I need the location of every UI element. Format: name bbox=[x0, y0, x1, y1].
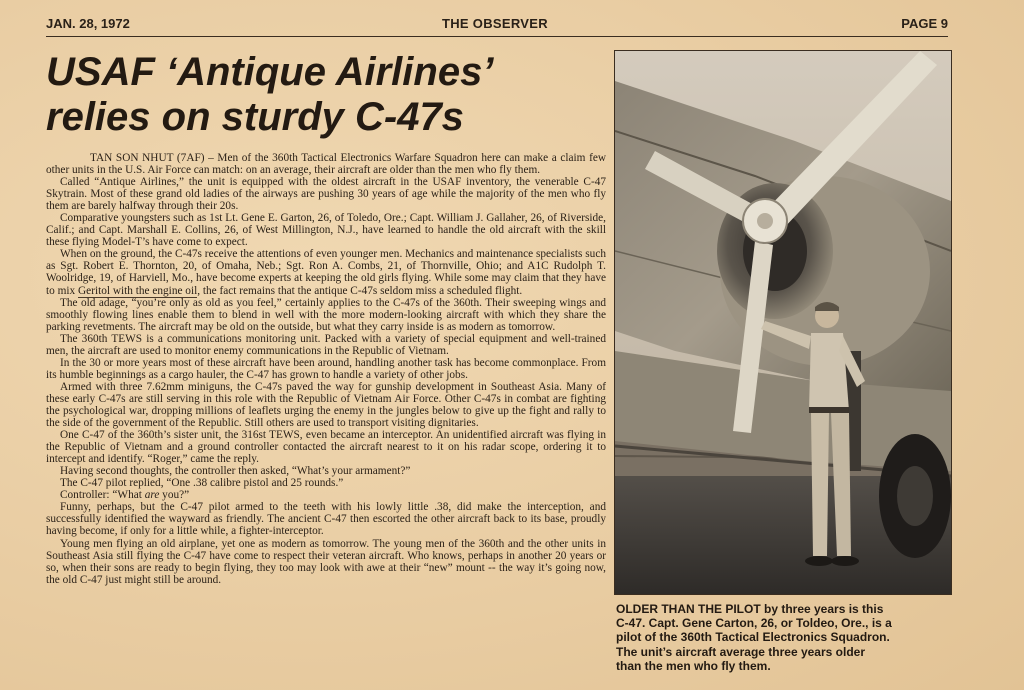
photo-caption: OLDER THAN THE PILOT by three years is this C-47. Capt. Gene Carton, 26, or Toldeo, Ore., is a pilot of the 360th Tactical Electronics Squadron. The unit’s aircraft average three years older than the men who fly them. bbox=[616, 602, 892, 673]
headline-line-2: relies on sturdy C-47s bbox=[46, 95, 464, 139]
paragraph-text: Controller: “What bbox=[60, 489, 145, 502]
paragraph-text: When on the ground, the C-47s receive the attentions of even younger men. Mechanics and maintenance specialists such as Sgt. Robert E. Thornton, 20, of Omaha, Neb.; Sgt. Ron A. Combs, 21, of Thornville, Ohio; and A1C Rudolph T. Woolridge, 19, of Harviell, Mo., have become experts at keeping the old girls flying. While some may claim that they have to mix bbox=[46, 248, 606, 297]
issue-date: JAN. 28, 1972 bbox=[46, 16, 130, 31]
article-paragraph: The 360th TEWS is a communications monitoring unit. Packed with a variety of special equipment and well-trained men, the aircraft are used to monitor enemy communications in the Republic of Vietnam. bbox=[46, 332, 606, 357]
article-paragraph: Armed with three 7.62mm miniguns, the C-47s paved the way for gunship development in Southeast Asia. Many of these early C-47s are still serving in this role with the Republic of Vietnam Air Force. Other C-47s in combat are fighting the psychological war, dropping millions of leaflets urging the enemy in the jungles below to give up the fight and rally to the side of the government of the Republic. Still others are used to transport visiting dignitaries. bbox=[46, 380, 606, 430]
article-paragraph bbox=[46, 248, 606, 296]
masthead bbox=[46, 14, 948, 37]
underlined-phrase: Geritol with the engine oil bbox=[78, 284, 198, 297]
article-paragraph: Having second thoughts, the controller then asked, “What’s your armament?” bbox=[60, 465, 411, 478]
paragraph-text: you?” bbox=[159, 489, 190, 502]
page-number: PAGE 9 bbox=[901, 16, 948, 31]
article-paragraph: In the 30 or more years most of these aircraft have been around, handling another task has become commonplace. From its humble beginnings as a cargo hauler, the C-47 has grown to handle a variety of other jobs. bbox=[46, 356, 606, 381]
article-paragraph: The old adage, “you’re only as old as you feel,” certainly applies to the C-47s of the 360th. Their sweeping wings and smoothly flowing lines enable them to blend in well with the more modern-looking aircraft with which they share the parking revetments. The aircraft may be old on the outside, but what they carry inside is as modern as tomorrow. bbox=[46, 296, 606, 333]
newspaper-name: THE OBSERVER bbox=[442, 16, 548, 31]
c47-pilot-illustration bbox=[615, 51, 951, 594]
article-paragraph: One C-47 of the 360th’s sister unit, the 316st TEWS, even became an interceptor. An unidentified aircraft was flying in the Republic of Vietnam and a ground controller contacted the aircraft nearest to it on his radar scope, ordering it to intercept and identify. “Roger,” came the reply. bbox=[46, 429, 606, 466]
article-paragraph: TAN SON NHUT (7AF) – Men of the 360th Tactical Electronics Warfare Squadron here can make a claim few other units in the U.S. Air Force can match: on an average, their aircraft are older than the men who fly them. bbox=[46, 152, 606, 177]
headline bbox=[46, 50, 606, 140]
article-paragraph: Called “Antique Airlines,” the unit is equipped with the oldest aircraft in the USAF inventory, the venerable C-47 Skytrain. Most of these grand old ladies of the airways are pushing 30 years of age while the majority of the men who fly them are barely halfway through their 20s. bbox=[46, 176, 606, 213]
article-body bbox=[46, 152, 606, 586]
paragraph-text: , the fact remains that the antique C-47s seldom miss a scheduled flight. bbox=[197, 284, 523, 297]
article-paragraph: Comparative youngsters such as 1st Lt. Gene E. Garton, 26, of Toledo, Ore.; Capt. William J. Gallaher, 26, of Riverside, Calif.; and Capt. Marshall E. Collins, 26, of West Millington, N.J., have learned to handle the old aircraft with the skill these flying Model-T’s have come to expect. bbox=[46, 212, 606, 249]
italic-word: are bbox=[144, 489, 160, 502]
article-paragraph: Young men flying an old airplane, yet one as modern as tomorrow. The young men of the 360th and the other units in Southeast Asia still flying the C-47 have come to respect their veteran aircraft. Who knows, perhaps in another 20 years or so, when their sons are ready to begin flying, they too may look with awe at their “new” mount -- the way it’s going now, the old C-47 just might still be around. bbox=[46, 537, 606, 586]
article-paragraph bbox=[46, 489, 606, 501]
aircraft-photo bbox=[614, 50, 952, 595]
article-paragraph: The C-47 pilot replied, “One .38 calibre pistol and 25 rounds.” bbox=[60, 477, 344, 490]
headline-line-1: USAF ‘Antique Airlines’ bbox=[46, 50, 494, 94]
article-paragraph: Funny, perhaps, but the C-47 pilot armed to the teeth with his lowly little .38, did make the interception, and successfully identified the wayward as friendly. The ancient C-47 then escorted the other aircraft back to its base, proudly having become, if only for a little while, a fighter-interceptor. bbox=[46, 501, 606, 538]
